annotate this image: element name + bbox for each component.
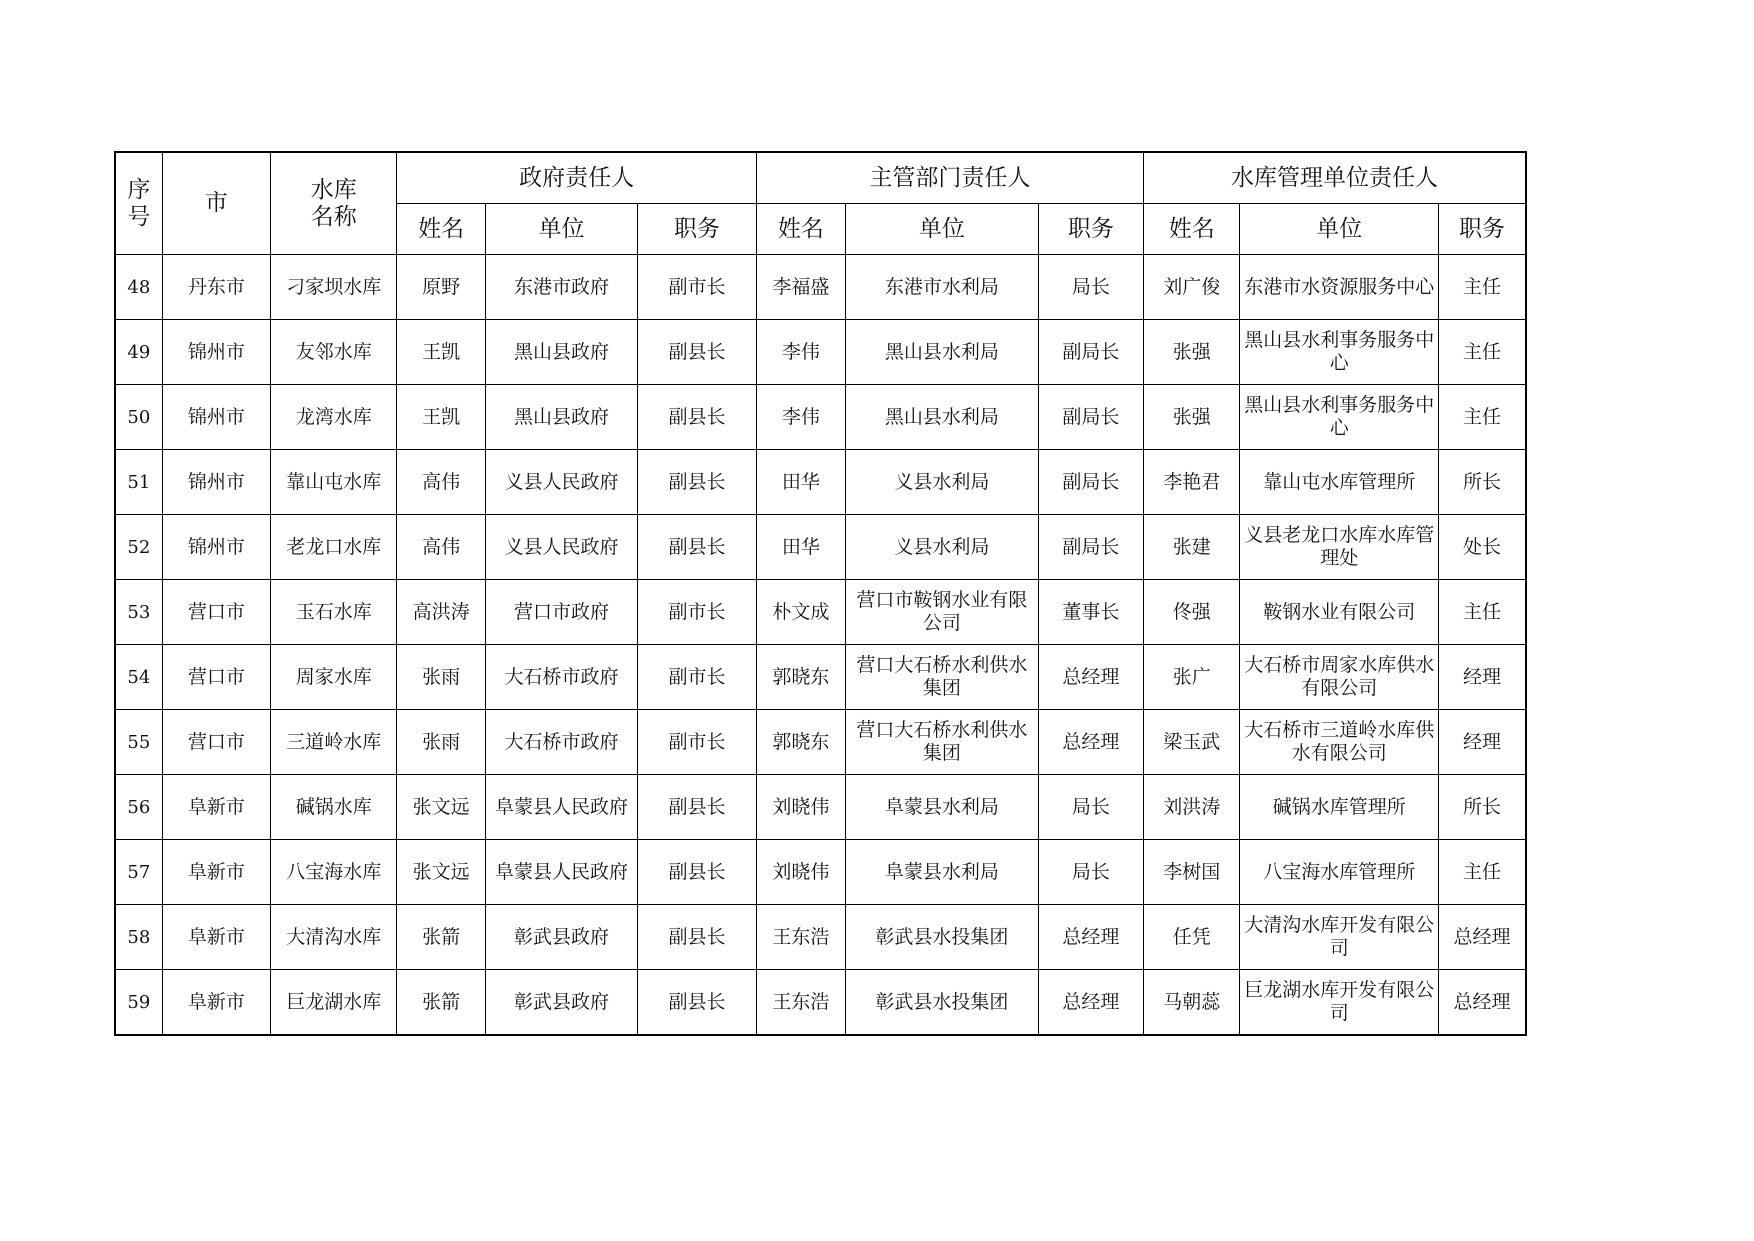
cell-dept-title: 总经理: [1038, 710, 1143, 775]
cell-dept-title: 总经理: [1038, 645, 1143, 710]
cell-mgmt-unit: 碱锅水库管理所: [1240, 775, 1439, 840]
cell-gov-unit: 彰武县政府: [485, 970, 638, 1036]
cell-reservoir: 老龙口水库: [271, 515, 397, 580]
table-row: [115, 385, 1526, 450]
cell-mgmt-name: 张建: [1144, 515, 1240, 580]
cell-reservoir: 刁家坝水库: [271, 255, 397, 320]
cell-city: 营口市: [162, 645, 270, 710]
cell-dept-name: 郭晓东: [756, 645, 845, 710]
cell-mgmt-unit: 大石桥市三道岭水库供水有限公司: [1240, 710, 1439, 775]
cell-gov-title: 副市长: [638, 255, 756, 320]
cell-seq: 51: [115, 450, 162, 515]
cell-dept-title: 副局长: [1038, 385, 1143, 450]
cell-gov-title: 副市长: [638, 580, 756, 645]
cell-dept-name: 郭晓东: [756, 710, 845, 775]
cell-seq: 52: [115, 515, 162, 580]
cell-dept-unit: 营口大石桥水利供水集团: [846, 645, 1039, 710]
cell-mgmt-unit: 鞍钢水业有限公司: [1240, 580, 1439, 645]
header-dept-title: 职务: [1038, 204, 1143, 255]
cell-city: 营口市: [162, 710, 270, 775]
cell-gov-name: 张箭: [397, 905, 485, 970]
cell-gov-unit: 黑山县政府: [485, 385, 638, 450]
cell-dept-name: 田华: [756, 515, 845, 580]
header-dept-group: 主管部门责任人: [756, 152, 1143, 204]
header-seq: 序号: [115, 152, 162, 255]
cell-dept-title: 副局长: [1038, 515, 1143, 580]
cell-gov-name: 原野: [397, 255, 485, 320]
cell-gov-name: 高洪涛: [397, 580, 485, 645]
cell-seq: 53: [115, 580, 162, 645]
cell-reservoir: 大清沟水库: [271, 905, 397, 970]
cell-city: 阜新市: [162, 905, 270, 970]
table-row: [115, 710, 1526, 775]
cell-dept-unit: 阜蒙县水利局: [846, 840, 1039, 905]
cell-reservoir: 巨龙湖水库: [271, 970, 397, 1036]
cell-mgmt-name: 梁玉武: [1144, 710, 1240, 775]
table-row: [115, 515, 1526, 580]
header-reservoir: 水库名称: [271, 152, 397, 255]
cell-reservoir: 碱锅水库: [271, 775, 397, 840]
cell-dept-unit: 彰武县水投集团: [846, 970, 1039, 1036]
cell-reservoir: 靠山屯水库: [271, 450, 397, 515]
cell-dept-title: 总经理: [1038, 970, 1143, 1036]
cell-mgmt-name: 刘广俊: [1144, 255, 1240, 320]
cell-mgmt-title: 主任: [1439, 580, 1526, 645]
cell-mgmt-name: 任凭: [1144, 905, 1240, 970]
cell-mgmt-unit: 黑山县水利事务服务中心: [1240, 320, 1439, 385]
cell-gov-unit: 大石桥市政府: [485, 645, 638, 710]
cell-mgmt-name: 刘洪涛: [1144, 775, 1240, 840]
cell-mgmt-name: 张强: [1144, 385, 1240, 450]
cell-gov-name: 张文远: [397, 775, 485, 840]
cell-mgmt-name: 佟强: [1144, 580, 1240, 645]
cell-gov-unit: 阜蒙县人民政府: [485, 840, 638, 905]
table-row: [115, 840, 1526, 905]
cell-dept-unit: 彰武县水投集团: [846, 905, 1039, 970]
header-gov-group: 政府责任人: [397, 152, 756, 204]
cell-gov-unit: 黑山县政府: [485, 320, 638, 385]
cell-reservoir: 八宝海水库: [271, 840, 397, 905]
table-header: [115, 152, 1526, 255]
cell-dept-name: 朴文成: [756, 580, 845, 645]
header-gov-name: 姓名: [397, 204, 485, 255]
cell-gov-title: 副市长: [638, 645, 756, 710]
cell-mgmt-unit: 靠山屯水库管理所: [1240, 450, 1439, 515]
header-dept-unit: 单位: [846, 204, 1039, 255]
cell-gov-name: 王凯: [397, 385, 485, 450]
cell-gov-name: 张雨: [397, 645, 485, 710]
cell-gov-unit: 阜蒙县人民政府: [485, 775, 638, 840]
cell-reservoir: 三道岭水库: [271, 710, 397, 775]
table-body: [115, 255, 1526, 1036]
cell-city: 营口市: [162, 580, 270, 645]
cell-dept-name: 王东浩: [756, 970, 845, 1036]
cell-dept-title: 副局长: [1038, 450, 1143, 515]
cell-mgmt-title: 主任: [1439, 255, 1526, 320]
cell-gov-unit: 东港市政府: [485, 255, 638, 320]
cell-mgmt-title: 经理: [1439, 645, 1526, 710]
cell-dept-title: 局长: [1038, 840, 1143, 905]
cell-seq: 56: [115, 775, 162, 840]
header-mgmt-group: 水库管理单位责任人: [1144, 152, 1526, 204]
cell-mgmt-unit: 大清沟水库开发有限公司: [1240, 905, 1439, 970]
table-row: [115, 580, 1526, 645]
cell-mgmt-title: 总经理: [1439, 905, 1526, 970]
cell-mgmt-unit: 义县老龙口水库水库管理处: [1240, 515, 1439, 580]
cell-mgmt-unit: 八宝海水库管理所: [1240, 840, 1439, 905]
cell-gov-title: 副县长: [638, 775, 756, 840]
cell-gov-title: 副县长: [638, 840, 756, 905]
cell-gov-unit: 大石桥市政府: [485, 710, 638, 775]
table-row: [115, 970, 1526, 1036]
cell-gov-title: 副县长: [638, 515, 756, 580]
header-mgmt-unit: 单位: [1240, 204, 1439, 255]
cell-seq: 59: [115, 970, 162, 1036]
cell-dept-unit: 义县水利局: [846, 515, 1039, 580]
cell-mgmt-name: 张强: [1144, 320, 1240, 385]
cell-mgmt-unit: 东港市水资源服务中心: [1240, 255, 1439, 320]
cell-mgmt-unit: 大石桥市周家水库供水有限公司: [1240, 645, 1439, 710]
cell-gov-title: 副市长: [638, 710, 756, 775]
table-row: [115, 255, 1526, 320]
header-mgmt-title: 职务: [1439, 204, 1526, 255]
cell-gov-title: 副县长: [638, 970, 756, 1036]
cell-mgmt-name: 马朝蕊: [1144, 970, 1240, 1036]
cell-dept-name: 田华: [756, 450, 845, 515]
cell-city: 阜新市: [162, 970, 270, 1036]
header-row-groups: [115, 152, 1526, 204]
cell-seq: 49: [115, 320, 162, 385]
cell-mgmt-title: 处长: [1439, 515, 1526, 580]
cell-city: 锦州市: [162, 320, 270, 385]
cell-seq: 58: [115, 905, 162, 970]
cell-gov-name: 高伟: [397, 515, 485, 580]
reservoir-responsibility-table: [114, 151, 1527, 1036]
cell-dept-unit: 营口大石桥水利供水集团: [846, 710, 1039, 775]
cell-city: 锦州市: [162, 385, 270, 450]
cell-mgmt-unit: 巨龙湖水库开发有限公司: [1240, 970, 1439, 1036]
cell-dept-unit: 义县水利局: [846, 450, 1039, 515]
table-row: [115, 775, 1526, 840]
cell-dept-title: 局长: [1038, 775, 1143, 840]
cell-gov-name: 张文远: [397, 840, 485, 905]
cell-mgmt-title: 主任: [1439, 385, 1526, 450]
cell-mgmt-unit: 黑山县水利事务服务中心: [1240, 385, 1439, 450]
table-row: [115, 320, 1526, 385]
table-row: [115, 450, 1526, 515]
cell-dept-name: 李伟: [756, 385, 845, 450]
cell-mgmt-title: 主任: [1439, 320, 1526, 385]
cell-gov-name: 高伟: [397, 450, 485, 515]
cell-dept-name: 王东浩: [756, 905, 845, 970]
cell-dept-unit: 营口市鞍钢水业有限公司: [846, 580, 1039, 645]
cell-dept-title: 局长: [1038, 255, 1143, 320]
cell-gov-unit: 彰武县政府: [485, 905, 638, 970]
cell-mgmt-name: 李树国: [1144, 840, 1240, 905]
cell-reservoir: 龙湾水库: [271, 385, 397, 450]
cell-reservoir: 周家水库: [271, 645, 397, 710]
cell-mgmt-title: 所长: [1439, 450, 1526, 515]
cell-dept-title: 总经理: [1038, 905, 1143, 970]
cell-gov-unit: 义县人民政府: [485, 450, 638, 515]
cell-gov-name: 张箭: [397, 970, 485, 1036]
cell-dept-unit: 黑山县水利局: [846, 385, 1039, 450]
header-gov-unit: 单位: [485, 204, 638, 255]
header-gov-title: 职务: [638, 204, 756, 255]
cell-city: 阜新市: [162, 840, 270, 905]
cell-gov-name: 王凯: [397, 320, 485, 385]
cell-gov-unit: 营口市政府: [485, 580, 638, 645]
header-mgmt-name: 姓名: [1144, 204, 1240, 255]
cell-mgmt-name: 张广: [1144, 645, 1240, 710]
cell-dept-unit: 阜蒙县水利局: [846, 775, 1039, 840]
cell-gov-title: 副县长: [638, 450, 756, 515]
cell-city: 锦州市: [162, 515, 270, 580]
cell-gov-title: 副县长: [638, 385, 756, 450]
cell-dept-name: 李伟: [756, 320, 845, 385]
cell-mgmt-title: 经理: [1439, 710, 1526, 775]
cell-reservoir: 玉石水库: [271, 580, 397, 645]
cell-gov-title: 副县长: [638, 320, 756, 385]
cell-dept-unit: 黑山县水利局: [846, 320, 1039, 385]
cell-seq: 54: [115, 645, 162, 710]
cell-gov-title: 副县长: [638, 905, 756, 970]
cell-city: 阜新市: [162, 775, 270, 840]
cell-seq: 57: [115, 840, 162, 905]
cell-seq: 55: [115, 710, 162, 775]
cell-dept-unit: 东港市水利局: [846, 255, 1039, 320]
cell-seq: 50: [115, 385, 162, 450]
cell-mgmt-name: 李艳君: [1144, 450, 1240, 515]
cell-gov-name: 张雨: [397, 710, 485, 775]
cell-dept-title: 董事长: [1038, 580, 1143, 645]
cell-gov-unit: 义县人民政府: [485, 515, 638, 580]
cell-dept-name: 李福盛: [756, 255, 845, 320]
cell-mgmt-title: 主任: [1439, 840, 1526, 905]
cell-dept-name: 刘晓伟: [756, 840, 845, 905]
cell-reservoir: 友邻水库: [271, 320, 397, 385]
cell-dept-name: 刘晓伟: [756, 775, 845, 840]
cell-city: 锦州市: [162, 450, 270, 515]
cell-dept-title: 副局长: [1038, 320, 1143, 385]
table-row: [115, 905, 1526, 970]
cell-city: 丹东市: [162, 255, 270, 320]
header-dept-name: 姓名: [756, 204, 845, 255]
header-city: 市: [162, 152, 270, 255]
cell-mgmt-title: 总经理: [1439, 970, 1526, 1036]
cell-mgmt-title: 所长: [1439, 775, 1526, 840]
cell-seq: 48: [115, 255, 162, 320]
table-row: [115, 645, 1526, 710]
